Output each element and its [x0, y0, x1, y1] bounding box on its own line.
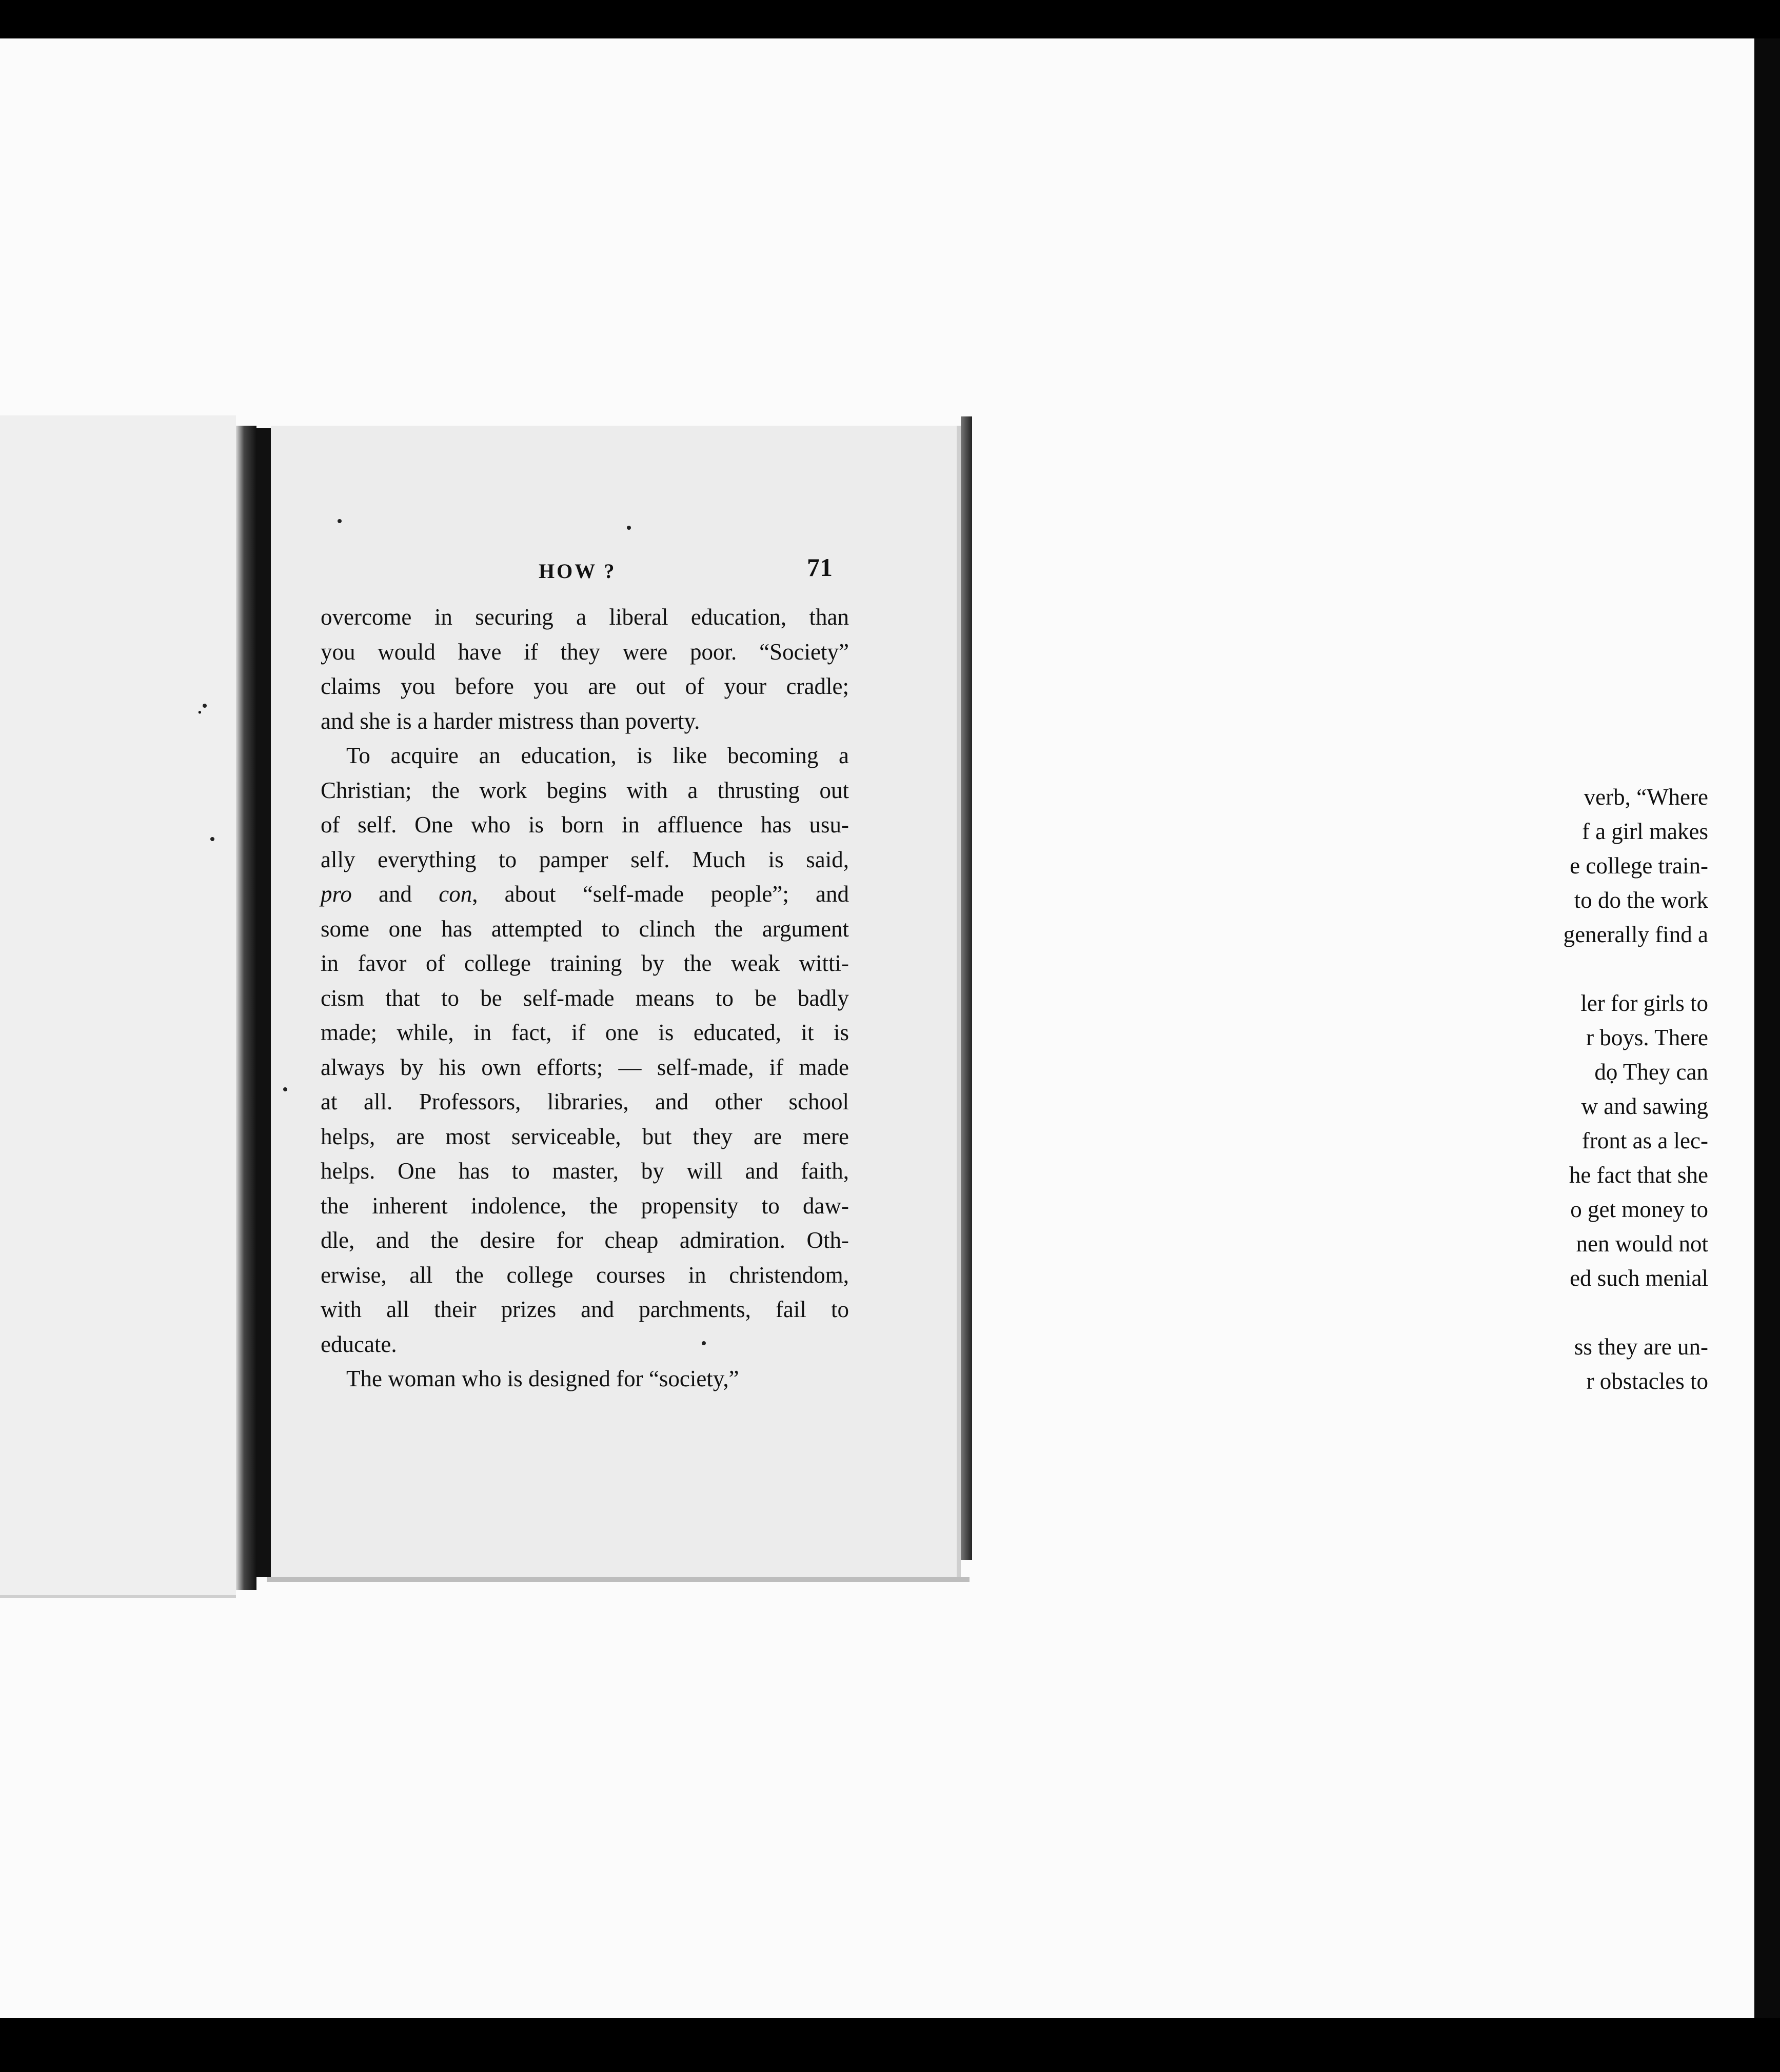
text-line: with all their prizes and parchments, fail to [321, 1297, 849, 1322]
text-line: made; while, in fact, if one is educated, it is [321, 1020, 849, 1045]
text-line: The woman who is designed for “society,” [346, 1366, 739, 1391]
book-gutter [256, 428, 271, 1577]
left-line: e college train- [1570, 853, 1708, 879]
text-line: of self. One who is born in affluence has usu- [321, 812, 849, 838]
text-line: helps, are most serviceable, but they are mere [321, 1123, 849, 1149]
left-line: ed such menial [1570, 1265, 1708, 1291]
text-line: always by his own efforts; — self-made, if made [321, 1054, 849, 1080]
text-line: erwise, all the college courses in christendom, [321, 1262, 849, 1288]
scan-speck [627, 526, 631, 530]
left-line: he fact that she [1569, 1162, 1708, 1188]
scan-speck [338, 519, 342, 523]
scan-bottom-border [0, 2018, 1780, 2072]
left-page [0, 415, 236, 1598]
left-line: ler for girls to [1580, 990, 1708, 1016]
left-line: r boys. There [1586, 1025, 1708, 1050]
left-line: ss they are un- [1574, 1334, 1708, 1360]
left-line: . [196, 693, 203, 719]
left-line: front as a lec- [1581, 1128, 1708, 1153]
text-line: pro and con, about “self-made people”; and [321, 881, 849, 907]
text-line: helps. One has to master, by will and faith, [321, 1158, 849, 1184]
text-line: you would have if they were poor. “Society” [321, 639, 849, 665]
text-line: claims you before you are out of your cradle; [321, 673, 849, 699]
page-number: 71 [807, 553, 833, 582]
scan-right-border [1754, 38, 1780, 2018]
running-head: HOW ? [539, 560, 617, 583]
text-line: dle, and the desire for cheap admiration. Oth- [321, 1227, 849, 1253]
left-line: w and sawing [1581, 1093, 1708, 1119]
left-line: to do the work [1574, 887, 1708, 913]
text-line: overcome in securing a liberal education, than [321, 604, 849, 630]
text-line: cism that to be self-made means to be badly [321, 985, 849, 1011]
scan-speck [283, 1087, 287, 1091]
left-line: verb, “Where [1584, 784, 1708, 810]
scan-speck [702, 1341, 706, 1345]
text-line: Christian; the work begins with a thrusting out [321, 777, 849, 803]
left-page-fold [236, 426, 256, 1590]
left-line: r obstacles to [1586, 1368, 1708, 1394]
page-bottom-edge [267, 1577, 970, 1582]
text-line: and she is a harder mistress than poverty. [321, 708, 700, 734]
scan-top-border [0, 0, 1780, 38]
text-line: some one has attempted to clinch the argument [321, 915, 849, 942]
text-line: the inherent indolence, the propensity to daw- [321, 1192, 849, 1219]
scan-speck [210, 837, 214, 841]
text-line: To acquire an education, is like becoming a [346, 743, 849, 768]
left-line: generally find a [1563, 922, 1708, 947]
left-line: nen would not [1576, 1231, 1708, 1257]
text-line: educate. [321, 1331, 397, 1357]
left-line: dọ They can [1594, 1059, 1708, 1085]
right-page-edge [961, 416, 972, 1560]
body-text [321, 600, 849, 1397]
left-line: f a girl makes [1581, 819, 1708, 844]
text-line: at all. Professors, libraries, and other school [321, 1089, 849, 1114]
scan-speck [203, 704, 207, 708]
left-line: o get money to [1570, 1197, 1708, 1222]
text-line: in favor of college training by the weak witti- [321, 950, 849, 976]
text-line: ally everything to pamper self. Much is said, [321, 846, 849, 872]
